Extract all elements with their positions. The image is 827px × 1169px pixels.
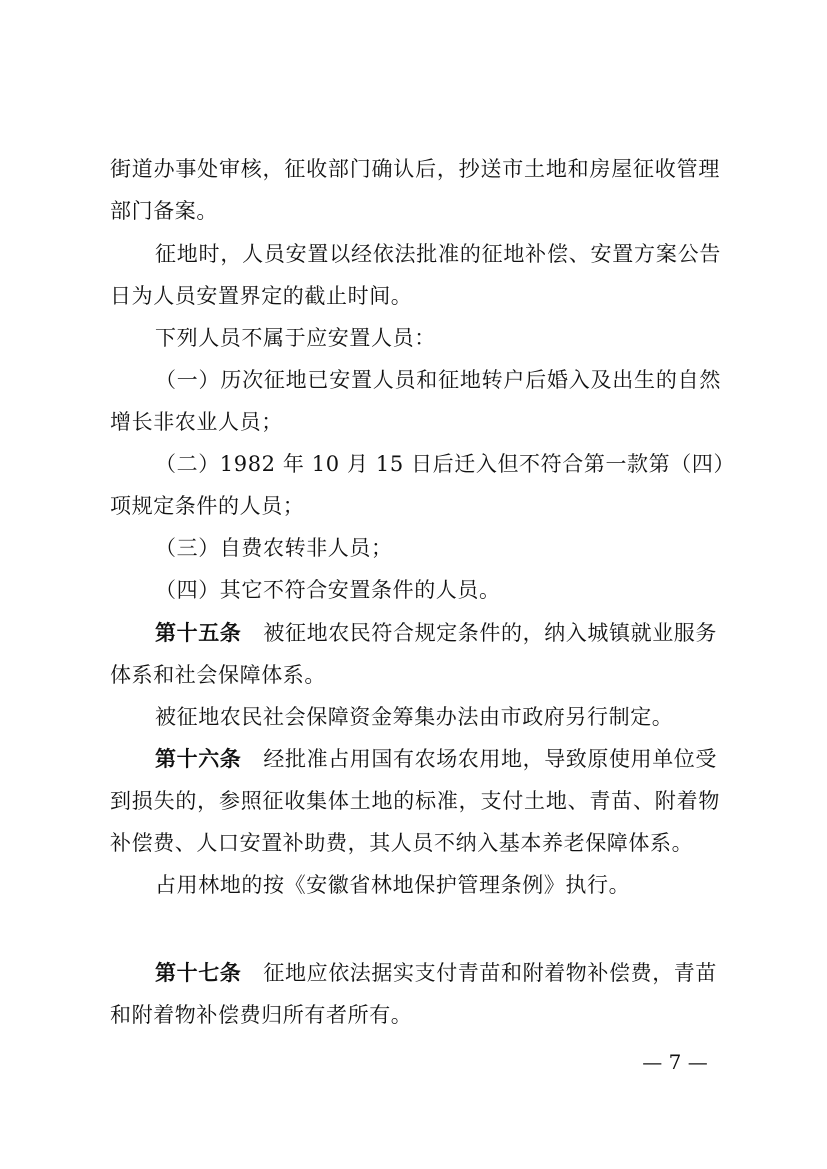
body-line: 部门备案。 (110, 199, 218, 223)
list-item: （二）1982 年 10 月 15 日后迁入但不符合第一款第（四） (155, 452, 736, 476)
article-title: 第十六条 (155, 747, 242, 771)
article-text: 被征地农民符合规定条件的，纳入城镇就业服务 (263, 621, 718, 645)
list-item: （四）其它不符合安置条件的人员。 (155, 578, 501, 602)
body-line: 到损失的，参照征收集体土地的标准，支付土地、青苗、附着物 (110, 789, 720, 813)
body-line: 征地时，人员安置以经依法批准的征地补偿、安置方案公告 (155, 242, 721, 266)
body-line: 街道办事处审核，征收部门确认后，抄送市土地和房屋征收管理 (110, 157, 720, 181)
page-number: — 7 — (642, 1050, 708, 1074)
body-line: 下列人员不属于应安置人员： (155, 326, 436, 350)
body-line: 体系和社会保障体系。 (110, 663, 326, 687)
body-line: 项规定条件的人员； (110, 494, 305, 518)
body-line: 增长非农业人员； (110, 410, 283, 434)
article-paragraph (155, 743, 717, 775)
article-paragraph (155, 617, 717, 649)
body-line: 被征地农民社会保障资金筹集办法由市政府另行制定。 (155, 705, 674, 729)
article-title: 第十五条 (155, 621, 242, 645)
article-paragraph (155, 957, 717, 989)
article-text: 征地应依法据实支付青苗和附着物补偿费，青苗 (263, 961, 718, 985)
body-line: 日为人员安置界定的截止时间。 (110, 284, 413, 308)
list-item: （一）历次征地已安置人员和征地转户后婚入及出生的自然 (155, 368, 721, 392)
article-title: 第十七条 (155, 961, 242, 985)
article-text: 经批准占用国有农场农用地，导致原使用单位受 (263, 747, 718, 771)
body-line: 和附着物补偿费归所有者所有。 (110, 1003, 413, 1027)
list-item: （三）自费农转非人员； (155, 536, 393, 560)
body-line: 占用林地的按《安徽省林地保护管理条例》执行。 (155, 873, 631, 897)
body-line: 补偿费、人口安置补助费，其人员不纳入基本养老保障体系。 (110, 831, 694, 855)
chapter-heading (0, 913, 827, 945)
